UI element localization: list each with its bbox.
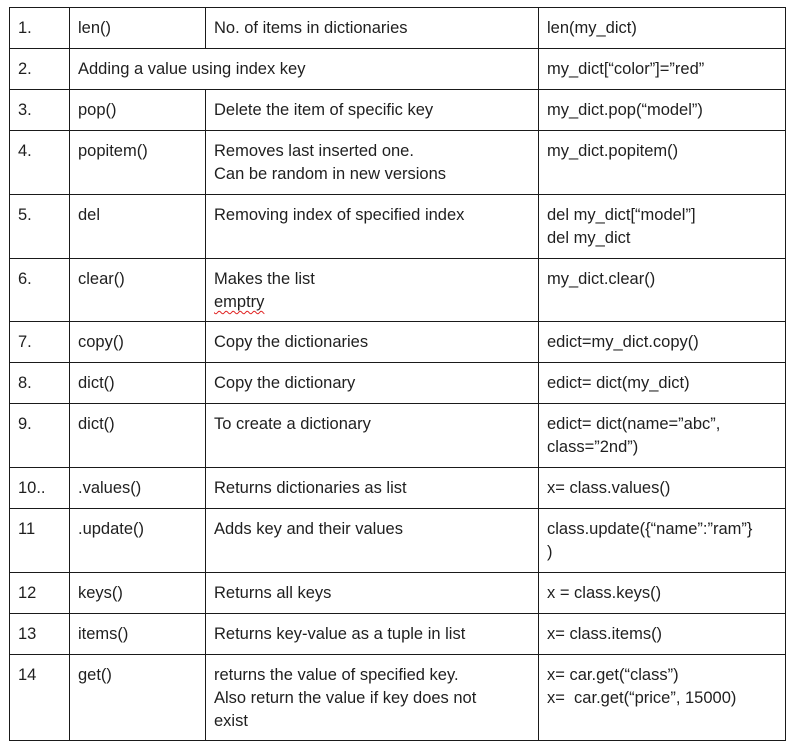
example-cell — [539, 363, 786, 404]
description-line: Copy the dictionaries — [214, 333, 369, 351]
row-number-cell — [10, 195, 70, 259]
row-number-cell — [10, 363, 70, 404]
row-number: 9. — [18, 415, 32, 433]
row-number: 13 — [18, 625, 37, 643]
method-name: dict() — [78, 415, 115, 433]
method-cell — [70, 363, 206, 404]
example-cell — [539, 8, 786, 49]
row-number-cell — [10, 322, 70, 363]
method-name: del — [78, 206, 101, 224]
row-number: 5. — [18, 206, 32, 224]
spellcheck-flagged-word: emptry — [214, 293, 265, 311]
example-code-line: x= car.get(“class”) — [547, 666, 679, 684]
description-cell — [206, 614, 539, 655]
table-row — [10, 363, 786, 404]
description-line: Removing index of specified index — [214, 206, 465, 224]
table-row — [10, 655, 786, 741]
description-cell — [206, 655, 539, 741]
row-number-cell — [10, 468, 70, 509]
example-code-line: edict= dict(name=”abc”, — [547, 415, 721, 433]
example-cell — [539, 259, 786, 322]
table-row — [10, 195, 786, 259]
description-line: Also return the value if key does not — [214, 689, 477, 707]
description-line: Returns all keys — [214, 584, 332, 602]
description-line: returns the value of specified key. — [214, 666, 459, 684]
row-number: 8. — [18, 374, 32, 392]
row-number: 12 — [18, 584, 37, 602]
row-number: 7. — [18, 333, 32, 351]
description-cell — [206, 322, 539, 363]
row-number-cell — [10, 404, 70, 468]
method-name: popitem() — [78, 142, 148, 160]
row-number-cell — [10, 655, 70, 741]
method-name: copy() — [78, 333, 124, 351]
dictionary-methods-table — [9, 7, 786, 741]
example-code-line: del my_dict — [547, 229, 631, 247]
row-number: 10.. — [18, 479, 46, 497]
method-name: .values() — [78, 479, 142, 497]
method-cell — [70, 195, 206, 259]
example-code-line: class=”2nd”) — [547, 438, 639, 456]
row-number: 6. — [18, 270, 32, 288]
table-row — [10, 573, 786, 614]
description-line: Returns dictionaries as list — [214, 479, 407, 497]
example-cell — [539, 655, 786, 741]
example-cell — [539, 404, 786, 468]
description-line: Can be random in new versions — [214, 165, 447, 183]
description-cell — [206, 363, 539, 404]
description-cell — [206, 573, 539, 614]
row-number: 4. — [18, 142, 32, 160]
row-number: 1. — [18, 19, 32, 37]
row-number-cell — [10, 614, 70, 655]
example-code-line: x= class.values() — [547, 479, 671, 497]
method-cell — [70, 131, 206, 195]
description-line: Adds key and their values — [214, 520, 403, 538]
description-line: Copy the dictionary — [214, 374, 356, 392]
example-cell — [539, 573, 786, 614]
example-cell — [539, 195, 786, 259]
table-row — [10, 614, 786, 655]
example-cell — [539, 131, 786, 195]
description-text: Makes the list — [214, 270, 320, 288]
description-cell — [206, 509, 539, 573]
example-cell — [539, 90, 786, 131]
method-cell — [70, 655, 206, 741]
description-line: To create a dictionary — [214, 415, 371, 433]
method-name: pop() — [78, 101, 117, 119]
description-line — [214, 268, 530, 314]
description-cell — [206, 8, 539, 49]
method-name: keys() — [78, 584, 123, 602]
method-name: items() — [78, 625, 129, 643]
example-cell — [539, 509, 786, 573]
example-code-line: edict=my_dict.copy() — [547, 333, 699, 351]
table-row — [10, 259, 786, 322]
table-body — [10, 8, 786, 741]
method-name: dict() — [78, 374, 115, 392]
method-cell — [70, 8, 206, 49]
example-code-line: x= class.items() — [547, 625, 663, 643]
method-cell — [70, 614, 206, 655]
example-cell — [539, 468, 786, 509]
description-line: Delete the item of specific key — [214, 101, 434, 119]
method-cell — [70, 90, 206, 131]
description-cell — [206, 131, 539, 195]
example-code-line: class.update({“name”:”ram”} — [547, 520, 753, 538]
method-cell — [70, 573, 206, 614]
example-code-line: x= car.get(“price”, 15000) — [547, 689, 737, 707]
method-cell — [70, 404, 206, 468]
row-number-cell — [10, 49, 70, 90]
row-number: 2. — [18, 60, 32, 78]
example-code-line: len(my_dict) — [547, 19, 637, 37]
table-row — [10, 322, 786, 363]
row-number-cell — [10, 8, 70, 49]
method-name: .update() — [78, 520, 145, 538]
row-number: 11 — [18, 520, 36, 538]
row-number-cell — [10, 131, 70, 195]
merged-description-cell — [70, 49, 539, 90]
example-code-line: my_dict.pop(“model”) — [547, 101, 703, 119]
description-line: Removes last inserted one. — [214, 142, 414, 160]
example-code-line: del my_dict[“model”] — [547, 206, 696, 224]
table-row — [10, 468, 786, 509]
description-line: exist — [214, 712, 248, 730]
example-code-line: my_dict[“color”]=”red” — [547, 60, 705, 78]
table-row — [10, 8, 786, 49]
method-cell — [70, 468, 206, 509]
description-text: Adding a value using index key — [78, 60, 306, 78]
row-number: 3. — [18, 101, 32, 119]
row-number-cell — [10, 90, 70, 131]
method-cell — [70, 259, 206, 322]
row-number-cell — [10, 573, 70, 614]
description-cell — [206, 195, 539, 259]
example-cell — [539, 49, 786, 90]
row-number-cell — [10, 259, 70, 322]
method-name: get() — [78, 666, 112, 684]
method-name: clear() — [78, 270, 125, 288]
row-number: 14 — [18, 666, 37, 684]
example-cell — [539, 614, 786, 655]
description-line: Returns key-value as a tuple in list — [214, 625, 466, 643]
example-code-line: my_dict.popitem() — [547, 142, 679, 160]
description-cell — [206, 468, 539, 509]
table-row — [10, 90, 786, 131]
description-cell — [206, 90, 539, 131]
method-cell — [70, 322, 206, 363]
method-name: len() — [78, 19, 112, 37]
example-code-line: ) — [547, 543, 553, 561]
example-cell — [539, 322, 786, 363]
example-code-line: my_dict.clear() — [547, 270, 656, 288]
example-code-line: x = class.keys() — [547, 584, 662, 602]
example-code-line: edict= dict(my_dict) — [547, 374, 690, 392]
row-number-cell — [10, 509, 70, 573]
description-cell — [206, 404, 539, 468]
table-row — [10, 404, 786, 468]
method-cell — [70, 509, 206, 573]
table-row — [10, 509, 786, 573]
description-cell — [206, 259, 539, 322]
description-line: No. of items in dictionaries — [214, 19, 408, 37]
table-row — [10, 131, 786, 195]
table-row — [10, 49, 786, 90]
